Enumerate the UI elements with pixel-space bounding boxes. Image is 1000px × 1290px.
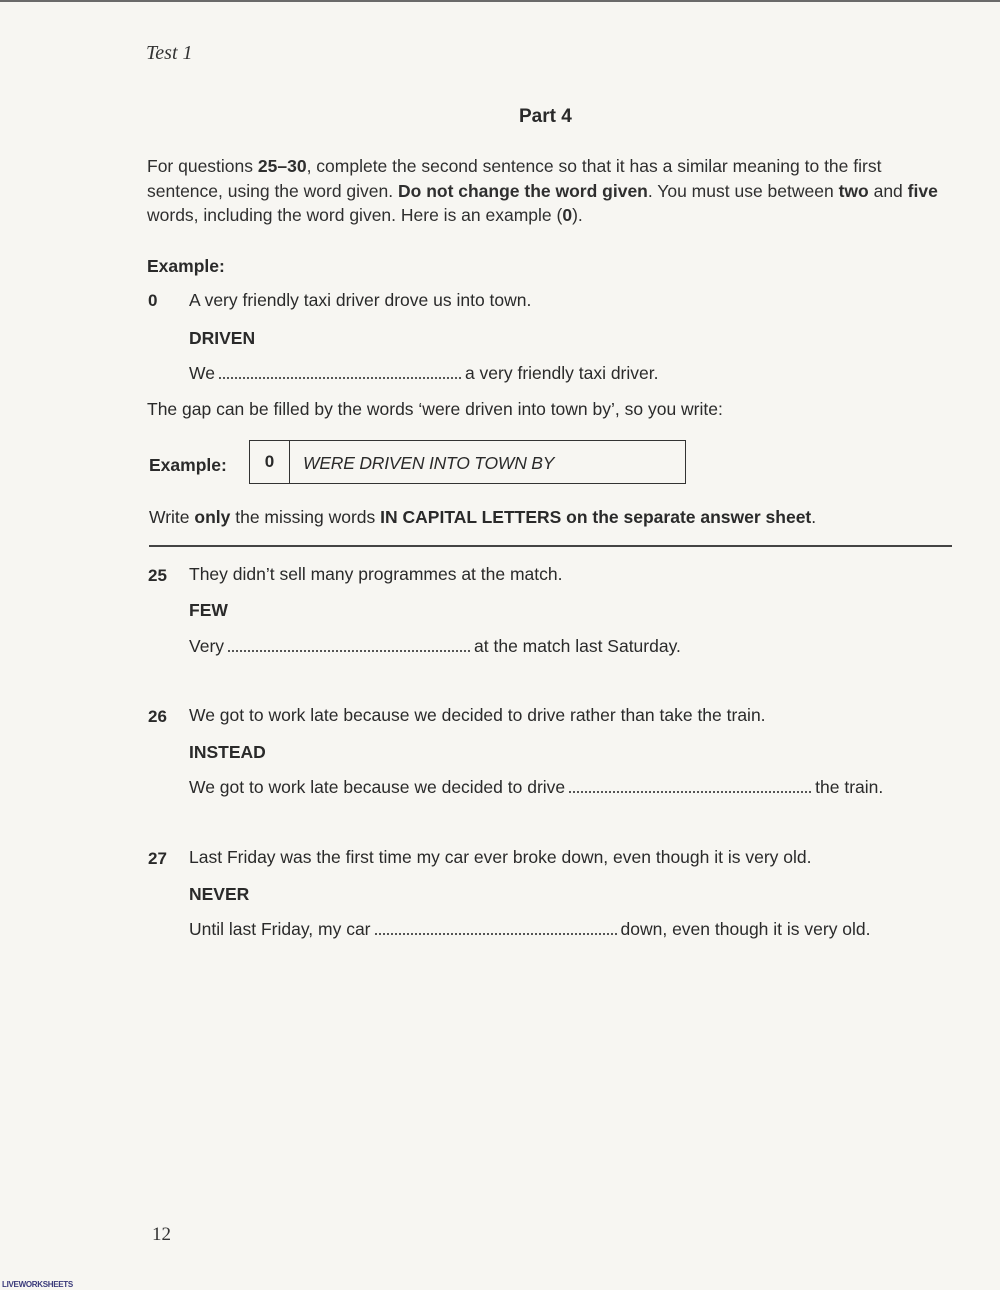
example-gap <box>219 363 461 379</box>
example-answer-box <box>249 440 686 484</box>
question-25-number: 25 <box>148 566 167 585</box>
example-heading: Example: <box>147 256 225 276</box>
example-gap-line: We a very friendly taxi driver. <box>189 363 659 383</box>
example-box-label: Example: <box>149 455 227 475</box>
top-border <box>0 0 1000 2</box>
running-head: Test 1 <box>146 42 193 64</box>
question-25-answer-gap[interactable] <box>228 636 470 652</box>
question-26-sentence: We got to work late because we decided to drive rather than take the train. <box>189 705 766 725</box>
example-explanation: The gap can be filled by the words ‘were driven into town by’, so you write: <box>147 399 723 419</box>
example-sentence: A very friendly taxi driver drove us into town. <box>189 290 532 310</box>
question-25-gap-line: Very at the match last Saturday. <box>189 636 681 656</box>
example-box-answer: WERE DRIVEN INTO TOWN BY <box>303 453 555 473</box>
write-instruction: Write only the missing words IN CAPITAL LETTERS on the separate answer sheet. <box>149 507 817 527</box>
question-25-sentence: They didn’t sell many programmes at the match. <box>189 564 563 584</box>
question-25-keyword: FEW <box>189 600 228 620</box>
instructions-paragraph: For questions 25–30, complete the second sentence so that it has a similar meaning to the first sentence, using the word given. Do not change the word given. You must use between two and five words, including the word given. Here is an example (0). <box>147 156 938 225</box>
question-27-gap-line: Until last Friday, my car down, even though it is very old. <box>189 919 871 939</box>
question-26-gap-line: We got to work late because we decided to drive the train. <box>189 777 884 797</box>
question-27-sentence: Last Friday was the first time my car ever broke down, even though it is very old. <box>189 847 812 867</box>
question-27-answer-gap[interactable] <box>375 919 617 935</box>
example-keyword: DRIVEN <box>189 328 256 348</box>
part-title: Part 4 <box>519 106 572 127</box>
example-number: 0 <box>148 291 158 310</box>
section-divider <box>149 545 952 547</box>
question-26-keyword: INSTEAD <box>189 742 266 762</box>
question-27-number: 27 <box>148 849 167 868</box>
question-26-answer-gap[interactable] <box>569 777 811 793</box>
page-number: 12 <box>152 1224 171 1245</box>
example-box-number: 0 <box>250 441 290 483</box>
question-26-number: 26 <box>148 707 167 726</box>
watermark-logo: LIVEWORKSHEETS <box>2 1280 73 1289</box>
question-27-keyword: NEVER <box>189 884 250 904</box>
